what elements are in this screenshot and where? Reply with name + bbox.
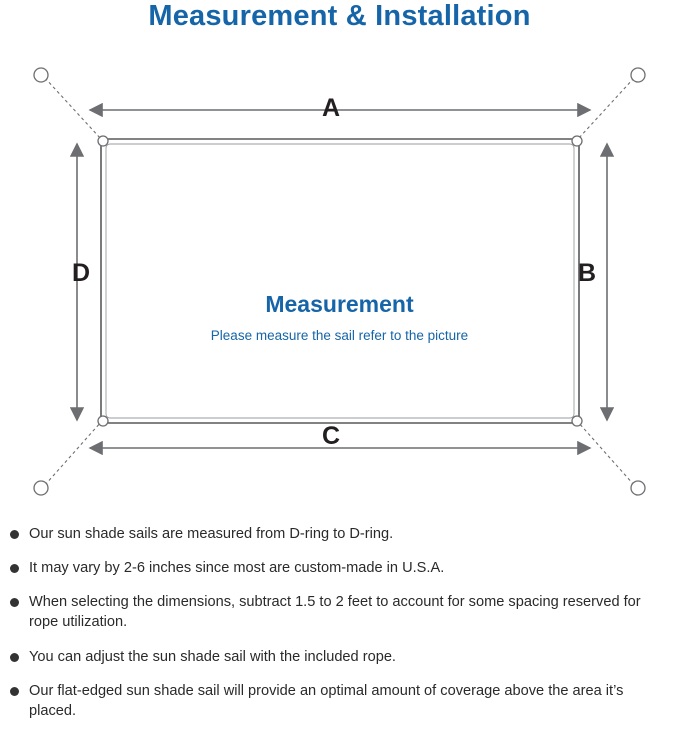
list-item [0,524,679,544]
diagram-center-title: Measurement [265,291,414,317]
note-text: When selecting the dimensions, subtract 1.5 to 2 feet to account for some spacing reserved for rope utilization. [29,594,641,631]
diagram-center-subtitle: Please measure the sail refer to the picture [210,328,469,343]
dimension-label-a: A [322,94,341,122]
dimension-label-d: D [72,259,91,287]
bullet-icon [10,530,19,539]
bullet-icon [10,687,19,696]
note-text: You can adjust the sun shade sail with the included rope. [29,648,396,665]
note-text: It may vary by 2-6 inches since most are custom-made in U.S.A. [29,560,445,577]
list-item [0,681,679,721]
sail-shape [101,139,579,423]
bullet-icon [10,598,19,607]
note-text: Our sun shade sails are measured from D-ring to D-ring. [29,526,394,542]
bullet-icon [10,564,19,573]
page-title: Measurement & Installation [148,0,531,32]
list-item [0,558,679,578]
note-text: Our flat-edged sun shade sail will provide an optimal amount of coverage above the area it’s placed. [29,682,624,719]
notes-list [0,524,679,735]
list-item [0,647,679,667]
bullet-icon [10,653,19,662]
dimension-label-b: B [578,259,597,287]
list-item [0,592,679,632]
dimension-label-c: C [322,422,341,450]
